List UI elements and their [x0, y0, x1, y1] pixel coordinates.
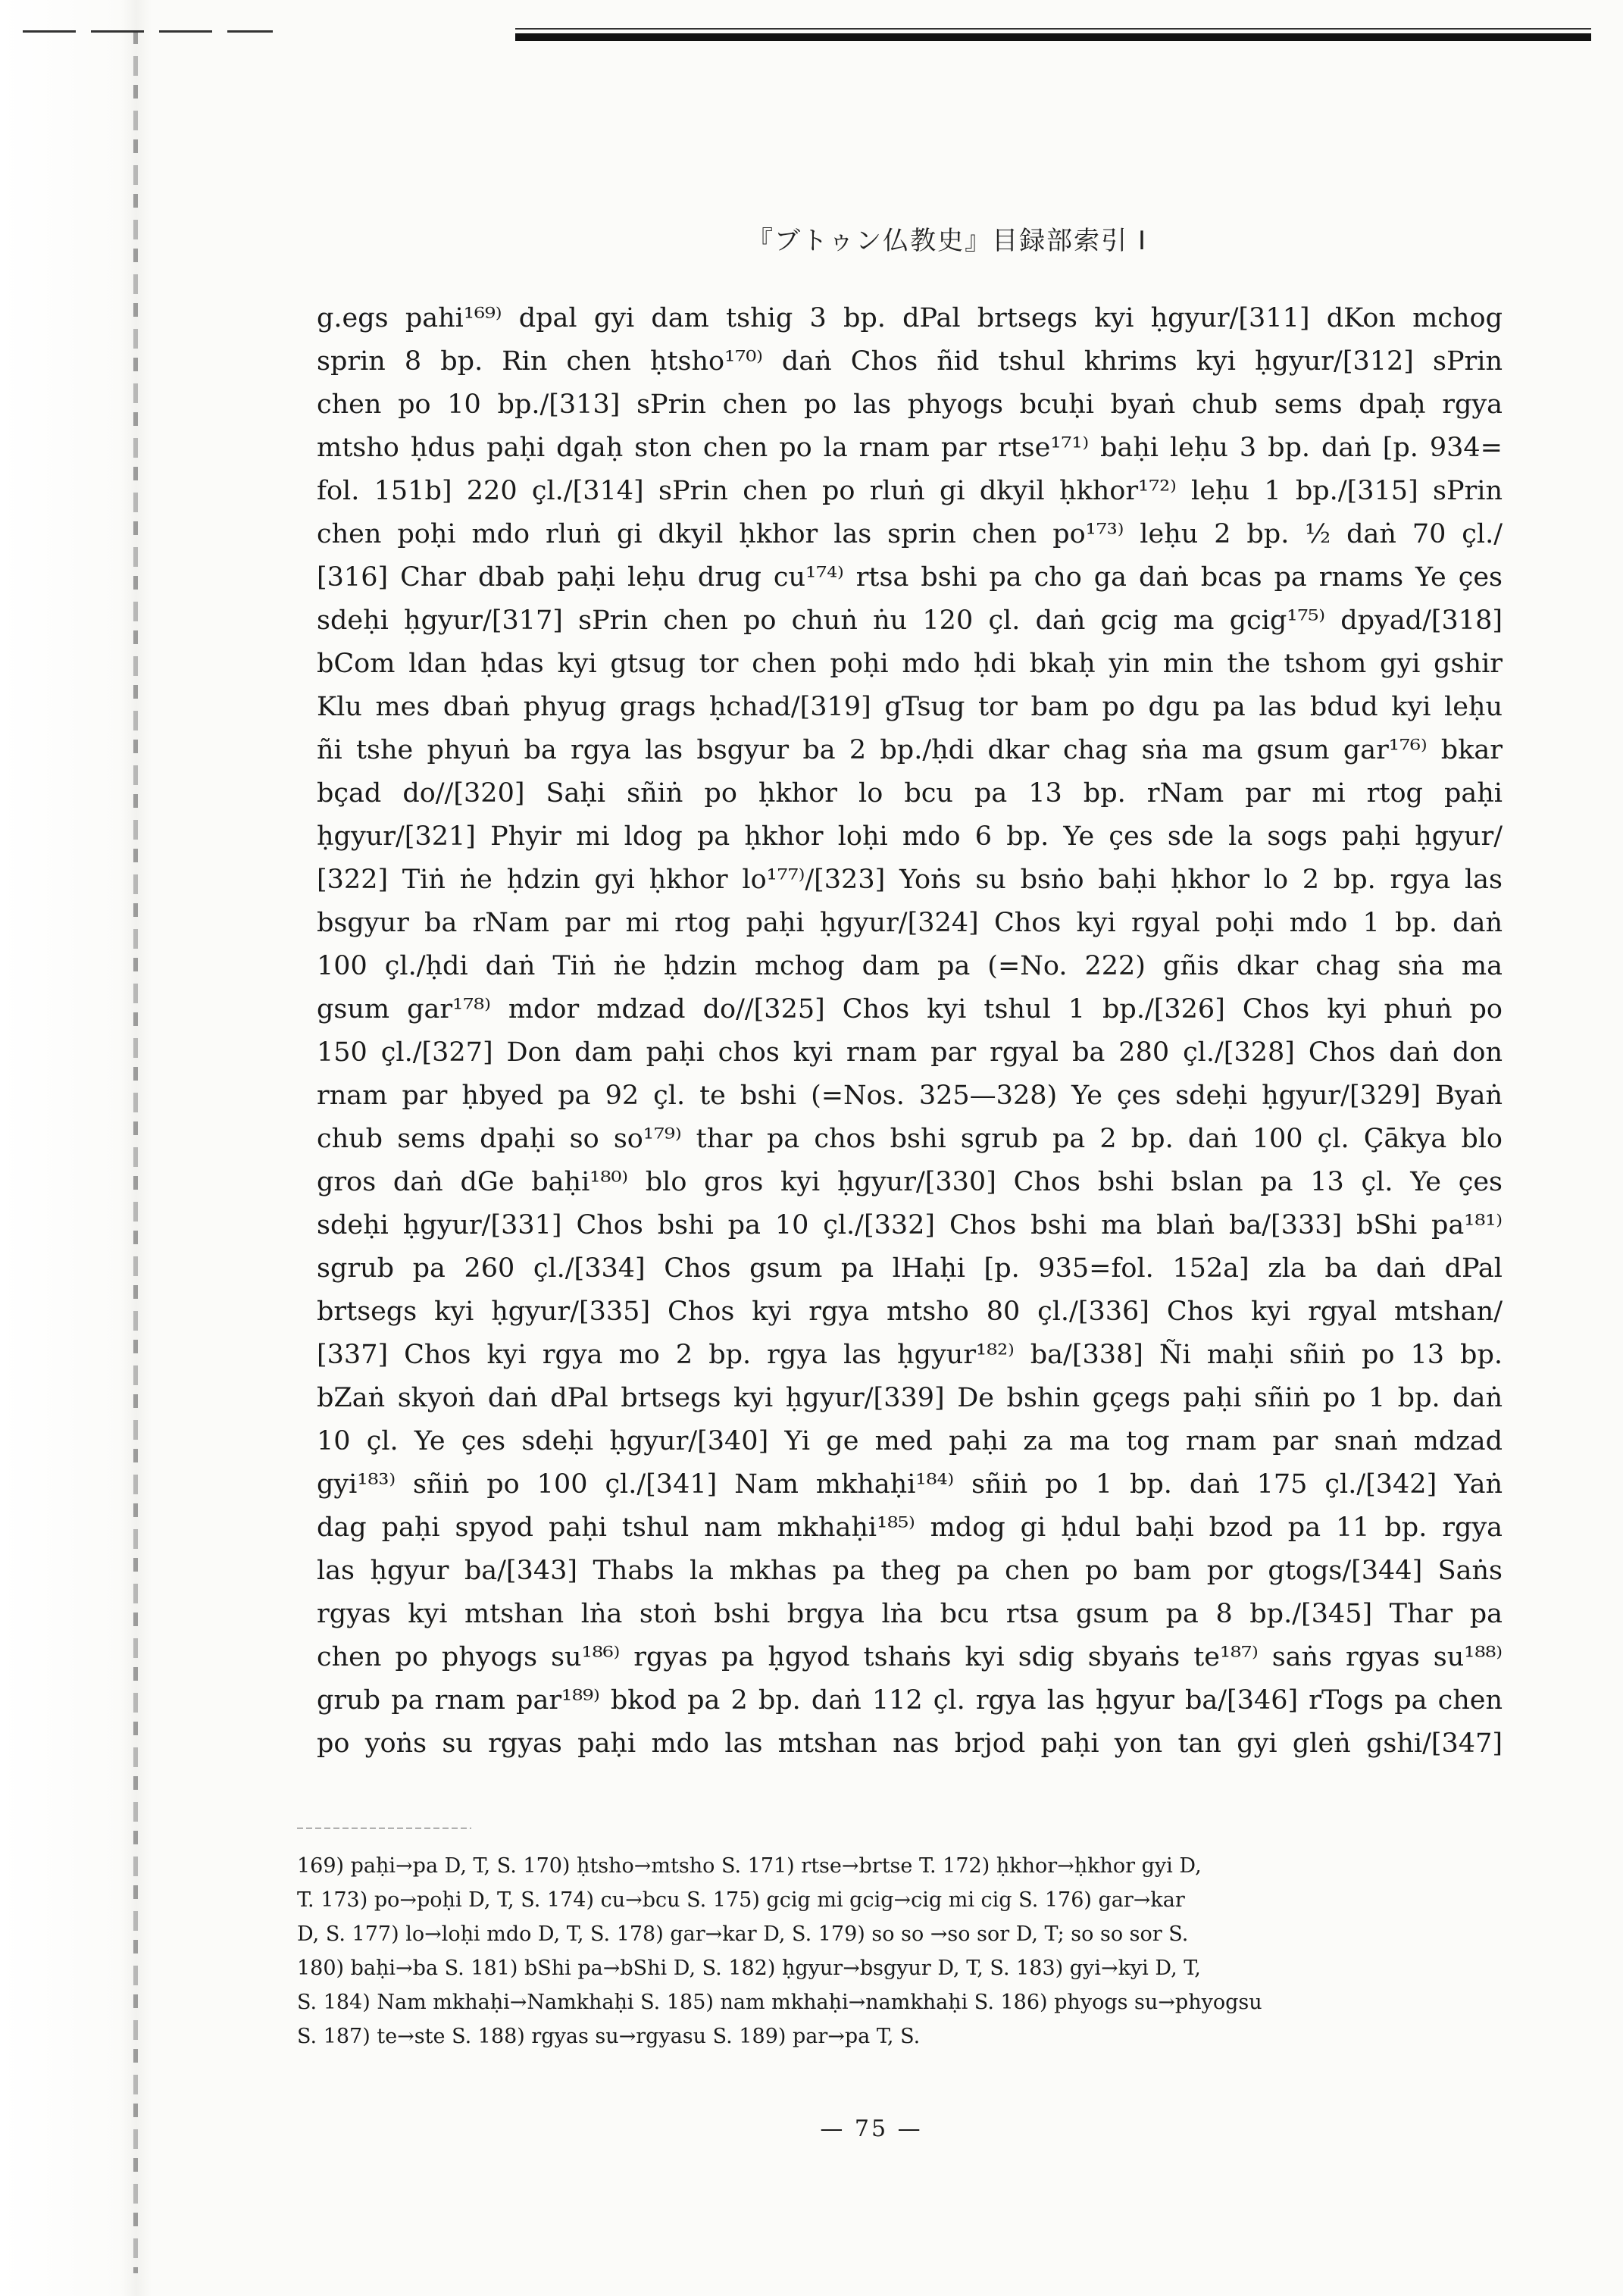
header-rule: [515, 33, 1591, 41]
body-line: [322] Tiṅ ṅe ḥdzin gyi ḥkhor lo¹⁷⁷⁾/[323] Yoṅs su bsṅo baḥi ḥkhor lo 2 bp. rgya las: [317, 865, 1503, 895]
body-line: po yoṅs su rgyas paḥi mdo las mtshan nas brjod paḥi yon tan gyi gleṅ gshi/[347]: [317, 1728, 1503, 1759]
body-line: sprin 8 bp. Rin chen ḥtsho¹⁷⁰⁾ daṅ Chos ñid tshul khrims kyi ḥgyur/[312] sPrin: [317, 346, 1503, 377]
body-line: brtsegs kyi ḥgyur/[335] Chos kyi rgya mtsho 80 çl./[336] Chos kyi rgyal mtshan/: [317, 1297, 1503, 1327]
body-line: Klu mes dbaṅ phyug grags ḥchad/[319] gTsug tor bam po dgu pa las bdud kyi leḥu: [317, 692, 1503, 722]
footnote-line: T. 173) po→poḥi D, T, S. 174) cu→bcu S. 175) gcig mi gcig→cig mi cig S. 176) gar→kar: [297, 1888, 1185, 1912]
body-line: las ḥgyur ba/[343] Thabs la mkhas pa theg pa chen po bam por gtogs/[344] Saṅs: [317, 1556, 1503, 1586]
top-left-dashes: [23, 30, 273, 33]
footnote-line: 180) baḥi→ba S. 181) bShi pa→bShi D, S. 182) ḥgyur→bsgyur D, T, S. 183) gyi→kyi D, T,: [297, 1957, 1201, 1980]
body-line: sdeḥi ḥgyur/[317] sPrin chen po chuṅ ṅu 120 çl. daṅ gcig ma gcig¹⁷⁵⁾ dpyad/[318]: [317, 605, 1503, 636]
footnotes: [297, 1849, 1506, 2054]
body-line: ḥgyur/[321] Phyir mi ldog pa ḥkhor loḥi mdo 6 bp. Ye çes sde la sogs paḥi ḥgyur/: [317, 821, 1503, 852]
footnote-line: S. 187) te→ste S. 188) rgyas su→rgyasu S. 189) par→pa T, S.: [297, 2025, 921, 2048]
body-line: chen poḥi mdo rluṅ gi dkyil ḥkhor las sprin chen po¹⁷³⁾ leḥu 2 bp. ½ daṅ 70 çl./: [317, 519, 1503, 549]
body-line: 150 çl./[327] Don dam paḥi chos kyi rnam par rgyal ba 280 çl./[328] Chos daṅ don: [317, 1037, 1503, 1068]
binding-shadow: [133, 30, 138, 2273]
body-line: [316] Char dbab paḥi leḥu drug cu¹⁷⁴⁾ rtsa bshi pa cho ga daṅ bcas pa rnams Ye çes: [317, 562, 1503, 593]
body-line: 10 çl. Ye çes sdeḥi ḥgyur/[340] Yi ge med paḥi za ma tog rnam par snaṅ mdzad: [317, 1426, 1503, 1456]
body-line: sdeḥi ḥgyur/[331] Chos bshi pa 10 çl./[332] Chos bshi ma blaṅ ba/[333] bShi pa¹⁸¹⁾: [317, 1210, 1503, 1240]
body-line: [337] Chos kyi rgya mo 2 bp. rgya las ḥgyur¹⁸²⁾ ba/[338] Ñi maḥi sñiṅ po 13 bp.: [317, 1340, 1503, 1370]
header-rule-thin: [515, 28, 1591, 30]
footnote-line: S. 184) Nam mkhaḥi→Namkhaḥi S. 185) nam mkhaḥi→namkhaḥi S. 186) phyogs su→phyogsu: [297, 1991, 1262, 2014]
body-line: chen po 10 bp./[313] sPrin chen po las phyogs bcuḥi byaṅ chub sems dpaḥ rgya: [317, 389, 1503, 420]
scan-margin: [0, 0, 174, 2296]
footnote-line: 169) paḥi→pa D, T, S. 170) ḥtsho→mtsho S. 171) rtse→brtse T. 172) ḥkhor→ḥkhor gyi D,: [297, 1854, 1202, 1878]
body-text: [317, 297, 1503, 1766]
body-line: gsum gar¹⁷⁸⁾ mdor mdzad do//[325] Chos kyi tshul 1 bp./[326] Chos kyi phuṅ po: [317, 994, 1503, 1024]
running-head: 『ブトゥン仏教史』目録部索引 I: [747, 226, 1147, 256]
footnote-line: D, S. 177) lo→loḥi mdo D, T, S. 178) gar→kar D, S. 179) so so →so sor D, T; so so sor S.: [297, 1922, 1189, 1946]
page-number: — 75 —: [820, 2116, 923, 2142]
body-line: mtsho ḥdus paḥi dgaḥ ston chen po la rnam par rtse¹⁷¹⁾ baḥi leḥu 3 bp. daṅ [p. 934=: [317, 433, 1503, 463]
body-line: bçad do//[320] Saḥi sñiṅ po ḥkhor lo bcu pa 13 bp. rNam par mi rtog paḥi: [317, 778, 1503, 809]
body-line: gyi¹⁸³⁾ sñiṅ po 100 çl./[341] Nam mkhaḥi¹⁸⁴⁾ sñiṅ po 1 bp. daṅ 175 çl./[342] Yaṅ: [317, 1469, 1503, 1500]
body-line: 100 çl./ḥdi daṅ Tiṅ ṅe ḥdzin mchog dam pa (=No. 222) gñis dkar chag sṅa ma: [317, 951, 1503, 981]
body-line: chen po phyogs su¹⁸⁶⁾ rgyas pa ḥgyod tshaṅs kyi sdig sbyaṅs te¹⁸⁷⁾ saṅs rgyas su¹⁸⁸⁾: [317, 1642, 1503, 1672]
body-line: dag paḥi spyod paḥi tshul nam mkhaḥi¹⁸⁵⁾ mdog gi ḥdul baḥi bzod pa 11 bp. rgya: [317, 1512, 1503, 1543]
body-line: grub pa rnam par¹⁸⁹⁾ bkod pa 2 bp. daṅ 112 çl. rgya las ḥgyur ba/[346] rTogs pa chen: [317, 1685, 1503, 1716]
body-line: bCom ldan ḥdas kyi gtsug tor chen poḥi mdo ḥdi bkaḥ yin min the tshom gyi gshir: [317, 649, 1503, 679]
body-line: bsgyur ba rNam par mi rtog paḥi ḥgyur/[324] Chos kyi rgyal poḥi mdo 1 bp. daṅ: [317, 908, 1503, 938]
body-line: g.egs pahi¹⁶⁹⁾ dpal gyi dam tshig 3 bp. dPal brtsegs kyi ḥgyur/[311] dKon mchog: [317, 303, 1503, 333]
body-line: chub sems dpaḥi so so¹⁷⁹⁾ thar pa chos bshi sgrub pa 2 bp. daṅ 100 çl. Çākya blo: [317, 1124, 1503, 1154]
body-line: rnam par ḥbyed pa 92 çl. te bshi (=Nos. 325—328) Ye çes sdeḥi ḥgyur/[329] Byaṅ: [317, 1081, 1503, 1111]
body-line: fol. 151b] 220 çl./[314] sPrin chen po rluṅ gi dkyil ḥkhor¹⁷²⁾ leḥu 1 bp./[315] sPrin: [317, 476, 1503, 506]
body-line: bZaṅ skyoṅ daṅ dPal brtsegs kyi ḥgyur/[339] De bshin gçegs paḥi sñiṅ po 1 bp. daṅ: [317, 1383, 1503, 1413]
body-line: ñi tshe phyuṅ ba rgya las bsgyur ba 2 bp./ḥdi dkar chag sṅa ma gsum gar¹⁷⁶⁾ bkar: [317, 735, 1503, 765]
body-line: sgrub pa 260 çl./[334] Chos gsum pa lHaḥi [p. 935=fol. 152a] zla ba daṅ dPal: [317, 1253, 1503, 1284]
body-line: rgyas kyi mtshan lṅa stoṅ bshi brgya lṅa bcu rtsa gsum pa 8 bp./[345] Thar pa: [317, 1599, 1503, 1629]
body-line: gros daṅ dGe baḥi¹⁸⁰⁾ blo gros kyi ḥgyur/[330] Chos bshi bslan pa 13 çl. Ye çes: [317, 1167, 1503, 1197]
